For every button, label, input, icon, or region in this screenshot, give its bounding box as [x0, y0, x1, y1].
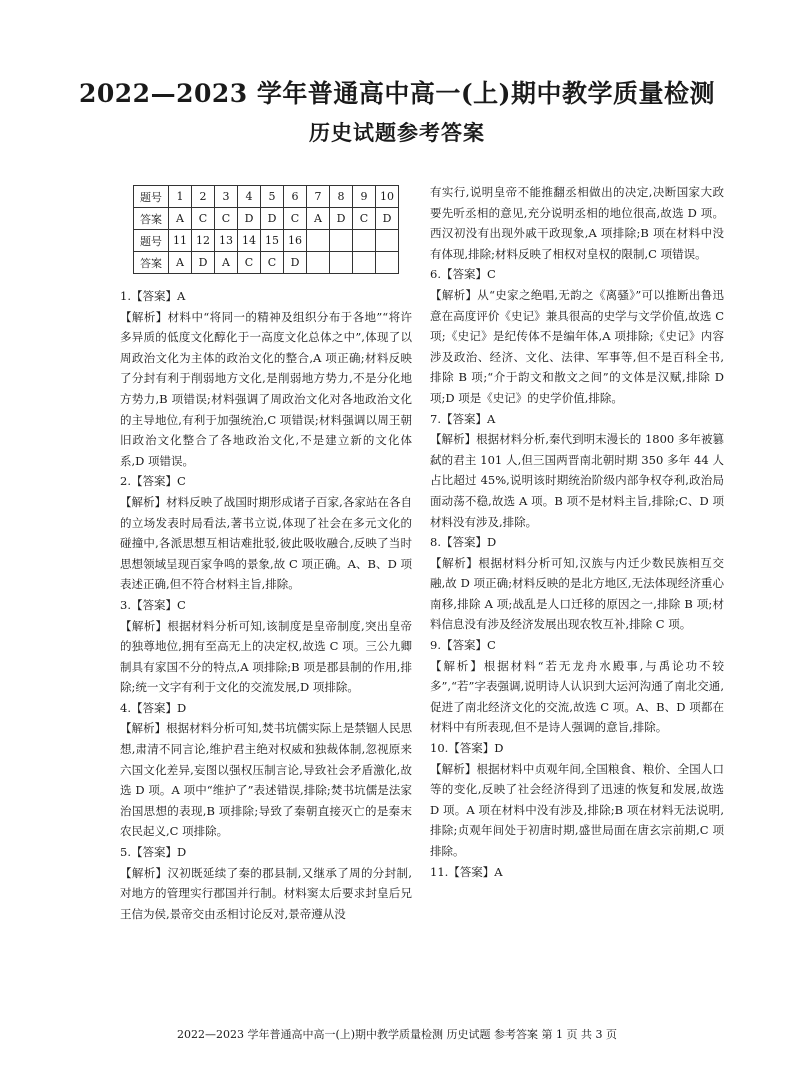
answer-label: 7.【答案】A [430, 411, 496, 426]
answer-label: 8.【答案】D [430, 535, 497, 550]
answer-label: 1.【答案】A [120, 289, 186, 303]
answer-table-header-cell: 题号 [134, 186, 169, 208]
answer-table-row [134, 186, 399, 208]
answer-explanation: 【解析】材料反映了战国时期形成诸子百家,各家站在各自的立场发表时局看法,著书立说,体现了社会在多元文化的碰撞中,各派思想互相诘难批驳,彼此吸收融合,反映了当时思想领域呈现百家争鸣的景象,故 C 项正确。A、B、D 项表述正确,但不符合材料主旨,排除。 [120, 494, 412, 592]
answer-table-cell: D [238, 208, 261, 230]
answer-label: 2.【答案】C [120, 474, 186, 489]
answer-table-row [134, 252, 399, 274]
answer-table-cell: 8 [330, 186, 353, 208]
answer-explanation: 【解析】根据材料分析可知,汉族与内迁少数民族相互交融,故 D 项正确;材料反映的是北方地区,无法体现经济重心南移,排除 A 项;战乱是人口迁移的原因之一,排除 B 项;材料信息没有涉及经济发展出现农牧互补,排除 C 项。 [430, 555, 724, 632]
answer-explanation: 【解析】汉初既延续了秦的郡县制,又继承了周的分封制,对地方的管理实行郡国并行制。材料窦太后要求封皇后兄王信为侯,景帝交由丞相讨论反对,景帝遵从没 [120, 865, 412, 921]
answer-table-cell: C [284, 208, 307, 230]
answer-table-cell: A [307, 208, 330, 230]
answer-table-cell [330, 252, 353, 274]
answer-explanation: 【解析】材料中“将同一的精神及组织分布于各地”“将许多异质的低度文化醇化于一高度文化总体之中”,体现了以周政治文化为主体的政治文化的整合,A 项正确;材料反映了分封有利于削弱地方文化,是削弱地方势力,不是分化地方势力,B 项错误;材料强调了周政治文化对各地政治文化的主导地位,有利于加强统治,C 项错误;材料强调以周王朝旧政治文化整合了各地政治文化,不是建立新的文化体系,D 项错误。 [120, 309, 412, 468]
answer-table-cell: 10 [376, 186, 399, 208]
answer-table-cell: D [284, 252, 307, 274]
answer-explanation: 【解析】根据材料分析可知,该制度是皇帝制度,突出皇帝的独尊地位,拥有至高无上的决定权,故选 C 项。三公九卿制具有家国不分的特点,A 项排除;B 项是郡县制的作用,排除;统一文字有利于文化的交流发展,D 项排除。 [120, 618, 412, 695]
answer-table-cell: A [169, 252, 192, 274]
page-title: 2022—2023 学年普通高中高一(上)期中教学质量检测 [78, 79, 716, 108]
answer-table-cell [353, 252, 376, 274]
answer-table-cell: C [261, 252, 284, 274]
answer-table-cell: D [261, 208, 284, 230]
answer-table-cell [376, 230, 399, 252]
right-column [430, 182, 724, 882]
answer-table-header-cell: 答案 [134, 252, 169, 274]
answer-explanation: 【解析】根据材料分析可知,焚书坑儒实际上是禁锢人民思想,肃清不同言论,维护君主绝对权威和独裁体制,忽视原来六国文化差异,妄图以强权压制言论,导致社会矛盾激化,故选 D 项。A 项中“维护了”表述错误,排除;焚书坑儒是法家治国思想的表现,B 项排除;导致了秦朝直接灭亡的是秦末农民起义,C 项排除。 [120, 721, 412, 839]
answer-table-cell [307, 230, 330, 252]
answer-table-cell: 2 [192, 186, 215, 208]
answer-table-cell: 12 [192, 230, 215, 252]
answer-table-header-cell: 答案 [134, 208, 169, 230]
answer-table-cell: C [353, 208, 376, 230]
answer-table-cell: 11 [169, 230, 192, 252]
page-subtitle: 历史试题参考答案 [309, 120, 485, 145]
answer-table-cell: 4 [238, 186, 261, 208]
answer-label: 6.【答案】C [430, 267, 496, 282]
answer-explanation: 【解析】根据材料“若无龙舟水殿事,与禹论功不较多”,“若”字表强调,说明诗人认识到大运河沟通了南北交通,促进了南北经济文化的交流,故选 C 项。A、B、D 项都在材料中有所表现,但不是诗人强调的意旨,排除。 [430, 658, 724, 735]
answer-table-cell: 15 [261, 230, 284, 252]
answer-table-cell: 13 [215, 230, 238, 252]
answer-table-cell: 7 [307, 186, 330, 208]
page-footer: 2022—2023 学年普通高中高一(上)期中教学质量检测 历史试题 参考答案 第 1 页 共 3 页 [176, 1028, 618, 1041]
answer-table-row [134, 230, 399, 252]
answer-label: 3.【答案】C [120, 597, 186, 612]
answer-table-cell [330, 230, 353, 252]
answer-table [133, 185, 399, 274]
answer-table-header-cell: 题号 [134, 230, 169, 252]
answer-explanation: 【解析】根据材料分析,秦代到明末漫长的 1800 多年被篡弑的君主 101 人,但三国两晋南北朝时期 350 多年 44 人占比超过 45%,说明该时期统治阶级内部争权夺利,政治局面动荡不稳,故选 A 项。B 项不是材料主旨,排除;C、D 项材料没有涉及,排除。 [430, 432, 724, 529]
answer-explanation: 【解析】从“史家之绝唱,无韵之《离骚》”可以推断出鲁迅意在高度评价《史记》兼具很高的史学与文学价值,故选 C 项;《史记》是纪传体不是编年体,A 项排除;《史记》内容涉及政治、经济、文化、法律、军事等,但不是百科全书,排除 B 项;“介于韵文和散文之间”的文体是汉赋,排除 D 项;D 项是《史记》的史学价值,排除。 [430, 287, 724, 405]
answer-table-cell: C [192, 208, 215, 230]
answer-table-cell: 9 [353, 186, 376, 208]
answer-table-cell: C [215, 208, 238, 230]
answer-label: 5.【答案】D [120, 845, 187, 860]
answer-table-cell [353, 230, 376, 252]
answer-table-cell: 3 [215, 186, 238, 208]
answer-table-cell: A [169, 208, 192, 230]
answer-table-cell [307, 252, 330, 274]
answer-label: 9.【答案】C [430, 638, 496, 653]
answer-table-cell: 5 [261, 186, 284, 208]
answer-explanation: 【解析】根据材料中贞观年间,全国粮食、粮价、全国人口等的变化,反映了社会经济得到了迅速的恢复和发展,故选 D 项。A 项在材料中没有涉及,排除;B 项在材料无法说明,排除;贞观年间处于初唐时期,盛世局面在唐玄宗前期,C 项排除。 [430, 761, 724, 858]
answer-table-cell: 1 [169, 186, 192, 208]
answer-table-cell: C [238, 252, 261, 274]
answer-table-cell: 14 [238, 230, 261, 252]
answer-table-cell: D [376, 208, 399, 230]
answer-label: 11.【答案】A [430, 864, 503, 879]
answer-table-cell: 16 [284, 230, 307, 252]
answer-table-cell: 6 [284, 186, 307, 208]
answer-label: 10.【答案】D [430, 741, 504, 756]
answer-table-cell [376, 252, 399, 274]
answer-label: 4.【答案】D [120, 700, 187, 715]
answer-table-cell: D [192, 252, 215, 274]
answer-explanation: 有实行,说明皇帝不能推翻丞相做出的决定,决断国家大政要先听丞相的意见,充分说明丞相的地位很高,故选 D 项。西汉初没有出现外戚干政现象,A 项排除;B 项在材料中没有体现,排除;材料反映了相权对皇权的限制,C 项错误。 [430, 185, 724, 261]
answer-table-cell: A [215, 252, 238, 274]
answer-table-row [134, 208, 399, 230]
answer-table-cell: D [330, 208, 353, 230]
left-column [120, 286, 412, 924]
